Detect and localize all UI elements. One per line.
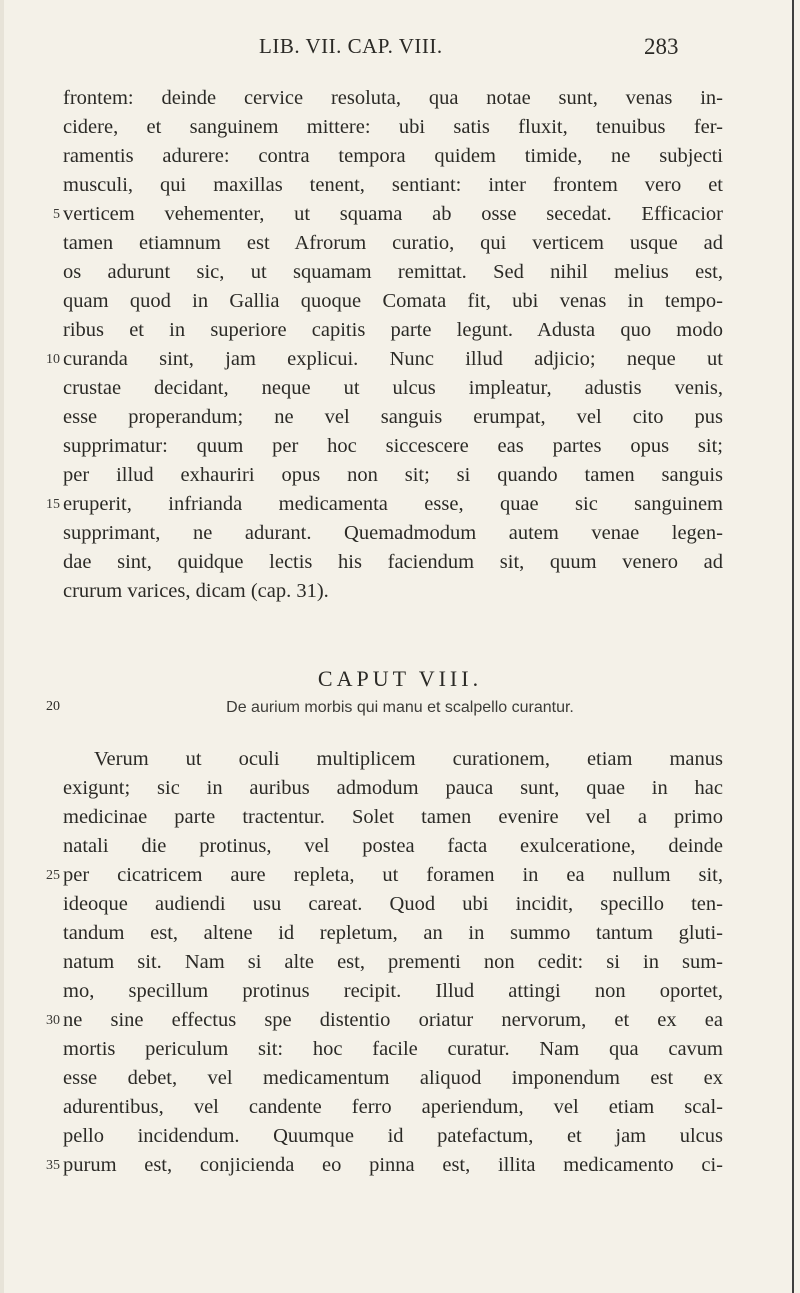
text-line: mo, specillum protinus recipit. Illud attingi non oportet, bbox=[63, 980, 723, 1002]
chapter-subtitle: De aurium morbis qui manu et scalpello curantur. bbox=[226, 699, 574, 716]
line-number: 15 bbox=[46, 497, 60, 512]
text-line: quam quod in Gallia quoque Comata fit, ubi venas in tempo- bbox=[63, 290, 723, 312]
text-line: verticem vehementer, ut squama ab osse secedat. Efficacior bbox=[63, 203, 723, 225]
text-line: curanda sint, jam explicui. Nunc illud adjicio; neque ut bbox=[63, 348, 723, 370]
text-line: tamen etiamnum est Afrorum curatio, qui verticem usque ad bbox=[63, 232, 723, 254]
text-line: per cicatricem aure repleta, ut foramen in ea nullum sit, bbox=[63, 864, 723, 886]
text-line: medicinae parte tractentur. Solet tamen evenire vel a primo bbox=[63, 806, 723, 828]
line-number: 30 bbox=[46, 1013, 60, 1028]
text-line: ramentis adurere: contra tempora quidem timide, ne subjecti bbox=[63, 145, 723, 167]
page-left-margin bbox=[0, 0, 4, 1293]
text-line: musculi, qui maxillas tenent, sentiant: inter frontem vero et bbox=[63, 174, 723, 196]
text-line: mortis periculum sit: hoc facile curatur. Nam qua cavum bbox=[63, 1038, 723, 1060]
text-line: ribus et in superiore capitis parte legunt. Adusta quo modo bbox=[63, 319, 723, 341]
text-line: purum est, conjicienda eo pinna est, illita medicamento ci- bbox=[63, 1154, 723, 1176]
page-header bbox=[0, 34, 800, 64]
line-number: 10 bbox=[46, 352, 60, 367]
text-line: crustae decidant, neque ut ulcus impleatur, adustis venis, bbox=[63, 377, 723, 399]
text-line: eruperit, infrianda medicamenta esse, quae sic sanguinem bbox=[63, 493, 723, 515]
text-line: per illud exhauriri opus non sit; si quando tamen sanguis bbox=[63, 464, 723, 486]
text-line: ne sine effectus spe distentio oriatur nervorum, et ex ea bbox=[63, 1009, 723, 1031]
page-number: 283 bbox=[644, 34, 679, 59]
line-number: 25 bbox=[46, 868, 60, 883]
text-line: exigunt; sic in auribus admodum pauca sunt, quae in hac bbox=[63, 777, 723, 799]
line-number: 5 bbox=[53, 207, 60, 222]
text-line: supprimatur: quum per hoc siccescere eas partes opus sit; bbox=[63, 435, 723, 457]
page-edge-shadow bbox=[792, 0, 794, 1293]
text-line: dae sint, quidque lectis his faciendum sit, quum venero ad bbox=[63, 551, 723, 573]
text-line: natali die protinus, vel postea facta exulceratione, deinde bbox=[63, 835, 723, 857]
text-line: Verum ut oculi multiplicem curationem, etiam manus bbox=[94, 748, 723, 770]
text-line: os adurunt sic, ut squamam remittat. Sed nihil melius est, bbox=[63, 261, 723, 283]
text-line: esse properandum; ne vel sanguis erumpat, vel cito pus bbox=[63, 406, 723, 428]
text-line: cidere, et sanguinem mittere: ubi satis fluxit, tenuibus fer- bbox=[63, 116, 723, 138]
text-line: adurentibus, vel candente ferro aperiendum, vel etiam scal- bbox=[63, 1096, 723, 1118]
text-line: esse debet, vel medicamentum aliquod imponendum est ex bbox=[63, 1067, 723, 1089]
line-number: 20 bbox=[46, 699, 60, 714]
running-head: LIB. VII. CAP. VIII. bbox=[259, 34, 443, 58]
text-line: natum sit. Nam si alte est, prementi non cedit: si in sum- bbox=[63, 951, 723, 973]
line-number: 35 bbox=[46, 1158, 60, 1173]
text-line: supprimant, ne adurant. Quemadmodum autem venae legen- bbox=[63, 522, 723, 544]
text-line: pello incidendum. Quumque id patefactum, et jam ulcus bbox=[63, 1125, 723, 1147]
text-line: crurum varices, dicam (cap. 31). bbox=[63, 580, 329, 602]
text-line: tandum est, altene id repletum, an in summo tantum gluti- bbox=[63, 922, 723, 944]
chapter-title: CAPUT VIII. bbox=[317, 666, 483, 691]
text-line: ideoque audiendi usu careat. Quod ubi incidit, specillo ten- bbox=[63, 893, 723, 915]
text-line: frontem: deinde cervice resoluta, qua notae sunt, venas in- bbox=[63, 87, 723, 109]
